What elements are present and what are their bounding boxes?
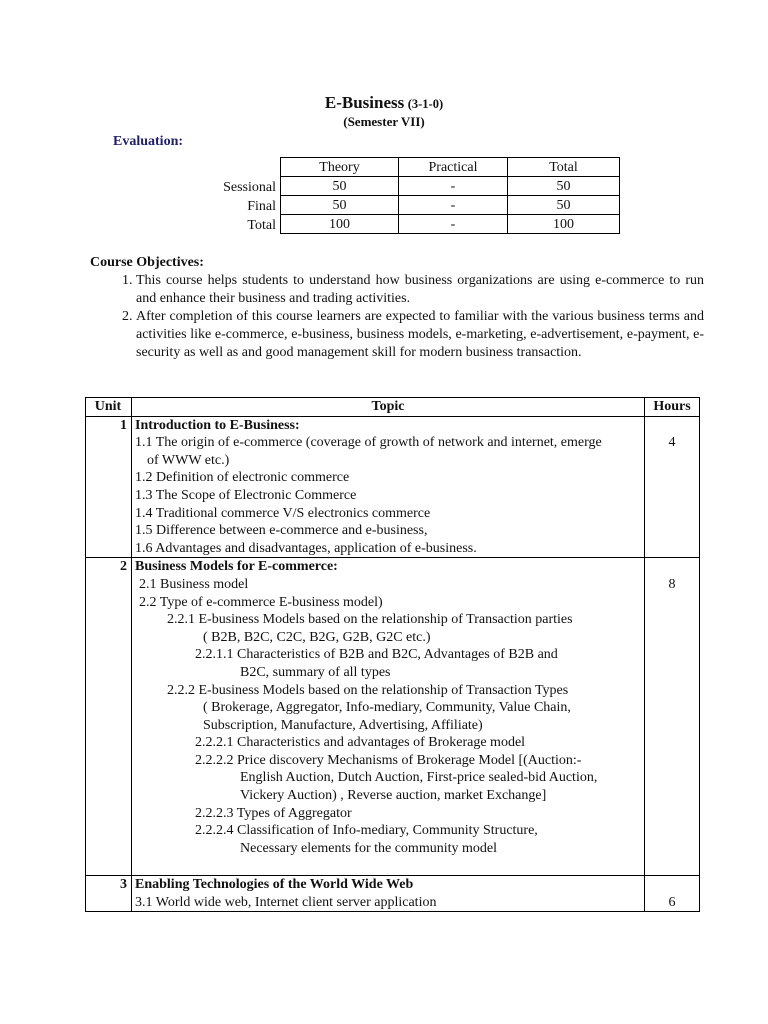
eval-col-practical: Practical	[399, 158, 508, 177]
evaluation-row	[150, 215, 620, 234]
topic-line: 2.2.1 E-business Models based on the relationship of Transaction parties	[167, 612, 573, 628]
topic-line: Vickery Auction) , Reverse auction, market Exchange]	[240, 788, 547, 804]
topic-line: 1.3 The Scope of Electronic Commerce	[135, 487, 357, 503]
evaluation-label: Evaluation:	[113, 134, 184, 149]
unit-number: 2	[86, 558, 132, 876]
unit-hours: 8	[668, 576, 676, 592]
evaluation-row	[150, 196, 620, 215]
topic-line: 2.2.1.1 Characteristics of B2B and B2C, Advantages of B2B and	[195, 647, 558, 663]
topic-line: 2.2 Type of e-commerce E-business model)	[139, 594, 383, 610]
topic-line: 2.2.2.4 Classification of Info-mediary, Community Structure,	[195, 823, 538, 839]
topic-line: ( B2B, B2C, C2C, B2G, G2B, G2C etc.)	[203, 629, 431, 645]
evaluation-row	[150, 177, 620, 196]
header-topic: Topic	[132, 398, 645, 417]
topic-line: of WWW etc.)	[147, 452, 230, 468]
objective-item: 2. After completion of this course learners are expected to familiar with the various business terms and activities like e-commerce, e-business, business models, e-marketing, e-advertisement, e-payment, e-security as well as and good management skill for modern business transaction.	[136, 308, 704, 362]
unit-number: 1	[86, 416, 132, 558]
eval-cell: 50	[508, 196, 620, 215]
topic-line: English Auction, Dutch Auction, First-price sealed-bid Auction,	[240, 770, 598, 786]
eval-cell: -	[399, 215, 508, 234]
topic-line: 2.2.2.2 Price discovery Mechanisms of Brokerage Model [(Auction:-	[195, 752, 582, 768]
eval-cell: 100	[281, 215, 399, 234]
unit-number: 3	[86, 876, 132, 912]
syllabus-row-unit-1	[86, 416, 700, 558]
objectives-list	[110, 272, 704, 362]
topic-line: 2.2.2 E-business Models based on the relationship of Transaction Types	[167, 682, 569, 698]
unit-title: Introduction to E-Business:	[135, 417, 300, 433]
topic-line: 1.2 Definition of electronic commerce	[135, 470, 350, 486]
topic-line: 2.2.2.3 Types of Aggregator	[195, 805, 352, 821]
topic-line: 1.5 Difference between e-commerce and e-business,	[135, 523, 428, 539]
eval-cell: 50	[508, 177, 620, 196]
eval-cell: -	[399, 177, 508, 196]
eval-row-label: Final	[247, 198, 276, 214]
document-title	[0, 93, 768, 113]
topic-line: Subscription, Manufacture, Advertising, Affiliate)	[203, 717, 483, 733]
header-hours: Hours	[645, 398, 700, 417]
syllabus-header-row	[86, 398, 700, 417]
unit-title: Enabling Technologies of the World Wide Web	[135, 877, 414, 893]
topic-line: 2.1 Business model	[139, 576, 249, 592]
evaluation-table	[150, 157, 620, 234]
course-credits: (3-1-0)	[407, 97, 444, 111]
unit-topic	[132, 558, 645, 876]
eval-row-label: Total	[247, 217, 276, 233]
eval-col-theory: Theory	[281, 158, 399, 177]
topic-line: 3.1 World wide web, Internet client server application	[135, 894, 437, 910]
topic-line: B2C, summary of all types	[240, 664, 391, 680]
topic-line: 1.6 Advantages and disadvantages, application of e-business.	[135, 540, 477, 556]
eval-cell: -	[399, 196, 508, 215]
eval-cell: 100	[508, 215, 620, 234]
course-title: E-Business	[324, 93, 405, 112]
semester-label: (Semester VII)	[343, 114, 425, 129]
topic-line: Necessary elements for the community model	[240, 840, 497, 856]
objectives-heading: Course Objectives:	[90, 255, 204, 270]
eval-row-label: Sessional	[223, 179, 276, 195]
eval-cell: 50	[281, 196, 399, 215]
objective-item: 1. This course helps students to understand how business organizations are using e-commerce to run and enhance their business and trading activities.	[136, 272, 704, 308]
unit-topic	[132, 416, 645, 558]
topic-line: 1.1 The origin of e-commerce (coverage of growth of network and internet, emerge	[135, 435, 602, 451]
unit-title: Business Models for E-commerce:	[135, 559, 338, 575]
unit-topic	[132, 876, 645, 912]
syllabus-row-unit-3	[86, 876, 700, 912]
topic-line: 1.4 Traditional commerce V/S electronics commerce	[135, 505, 431, 521]
unit-hours: 6	[668, 894, 676, 910]
unit-hours: 4	[668, 435, 676, 451]
eval-cell: 50	[281, 177, 399, 196]
evaluation-header-row	[150, 158, 620, 177]
eval-col-total: Total	[508, 158, 620, 177]
topic-line: ( Brokerage, Aggregator, Info-mediary, Community, Value Chain,	[203, 700, 571, 716]
syllabus-table	[85, 397, 700, 912]
syllabus-row-unit-2	[86, 558, 700, 876]
header-unit: Unit	[86, 398, 132, 417]
topic-line: 2.2.2.1 Characteristics and advantages of Brokerage model	[195, 735, 526, 751]
